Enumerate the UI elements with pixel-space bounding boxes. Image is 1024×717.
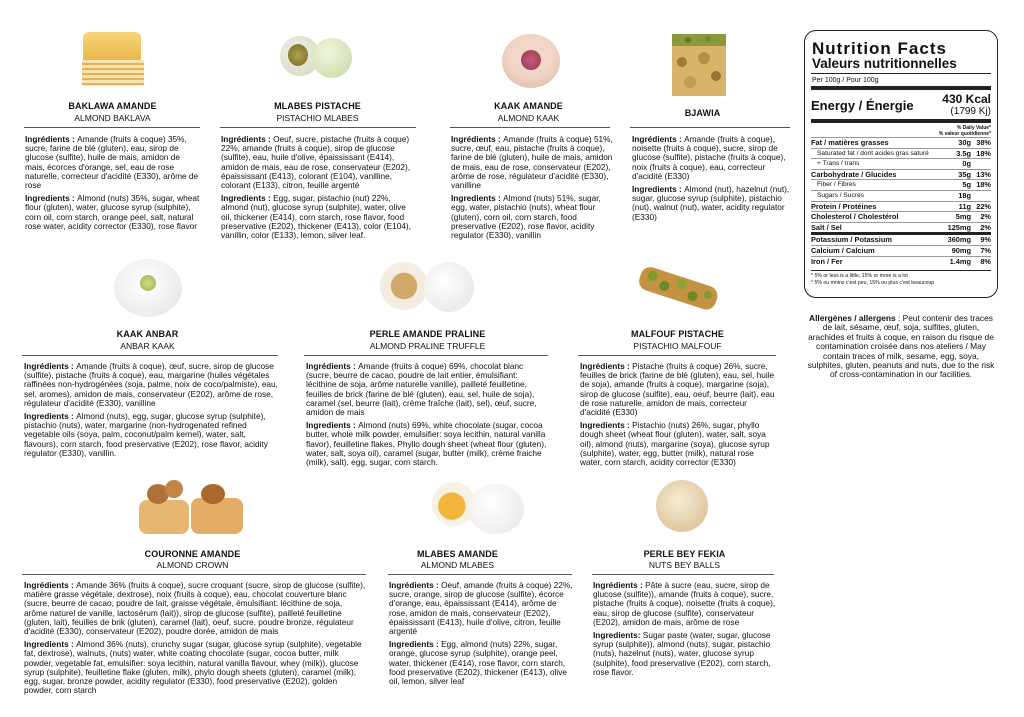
- nutrient-name: + Trans / trans: [817, 160, 860, 168]
- nutrient-percent: 7%: [980, 245, 991, 255]
- product-subtitle: PISTACHIO MLABES: [276, 113, 359, 123]
- product-title: PERLE BEY FEKIA: [643, 549, 726, 559]
- nutrient-amount: 35g: [958, 169, 971, 179]
- product-subtitle: PISTACHIO MALFOUF: [633, 341, 722, 351]
- nutrient-amount: 125mg: [947, 222, 971, 232]
- energy-label: Energy / Énergie: [811, 98, 914, 113]
- nutrient-percent: 13%: [976, 169, 991, 179]
- ingredients-block: Ingrédients : Amande (fruits à coque), noisette (fruits à coque), sucre, sirop de glucose (sulfite), pistache (fruits à coque), noix (fruits à coque), eau, correcteur d'acidité (E330) Ingredients : Almond (nut), hazelnut (nut), sugar, glucose syrup (sulphite), pistachio (nut), walnut (nut), water, acidity regulator (E330): [632, 134, 790, 222]
- nutrient-row: [811, 232, 991, 245]
- nutrient-percent: 2%: [980, 212, 991, 222]
- baklawa-image: [80, 30, 146, 90]
- nutrient-percent: 2%: [980, 222, 991, 232]
- product-title: MLABES PISTACHE: [274, 101, 361, 111]
- ingredients-block: Ingrédients : Amande (fruits à coque), œuf, sucre, sirop de glucose (sulfite), pistache (fruits à coque), eau, margarine (huiles végétales raffinées non-hydrogénées (soja, palme, noix de coco/palmiste), eau, sel, aromes), amidon de mais, conservateur (E202), arôme de rose, régulateur d'acidité (E330), vanilline Ingredients : Almond (nuts), egg, sugar, glucose syrup (sulphite), pistachio (nuts), water, margarine (non-hydrogenated refined vegetable oils (soya, palm, coconut/palm kernel), water, salt, flavours), corn starch, food preservative (E202), rose flavor, acidity regulator (E330), vanillin.: [24, 361, 278, 458]
- bjawia-image: [668, 32, 730, 100]
- ingredients-block: Ingrédients : Oeuf, amande (fruits à coque) 22%, sucre, orange, sirop de glucose (sulfite), écorce d'orange, eau, épaississant (E414), arôme de rose, amidon de mais, conservateur (E202), épaississant (E413), huile d'olive, citron, feuille argenté Ingredients : Egg, almond (nuts) 22%, sugar, orange, glucose syrup (sulphite), orange peel, water, thickener (E414), rose flavor, corn starch, food preservative (E202), thickener (E413), olive oil, lemon, silver leaf: [389, 580, 573, 687]
- nutrient-amount: 5mg: [955, 212, 971, 222]
- nutrient-amount: 11g: [958, 201, 971, 211]
- product-title: PERLE AMANDE PRALINE: [369, 329, 486, 339]
- divider: [388, 574, 572, 575]
- mlabes-amande-image: [430, 478, 528, 538]
- nutrient-name: Salt / Sel: [811, 222, 842, 232]
- nutrient-name: Fiber / Fibres: [817, 181, 856, 189]
- ingredients-block: Ingrédients : Amande (fruits à coque) 69%, chocolat blanc (sucre, beurre de cacao, poudre de lait entier, émulsifiant: lécithine de soja, arôme naturelle vanille), pailleté feuilletine, feuilles de brick (farine de blé (gluten), eau, sel, huile de soja), caramel (sel, beurre (lait), crème fraîche (lait), sel), œuf, sucre, amidon de mais Ingredients : Almond (nuts) 69%, white chocolate (sugar, cocoa butter, whole milk powder, emulsifier: soya lecithin, natural vanilla flavor), feuilletine flakes, Phyllo dough sheet (wheat flour (gluten), water, salt, soya oil), caramel (sugar, butter (milk), crème fraiche (milk), salt), egg, sugar, corn starch.: [306, 361, 547, 468]
- ingredients-block: Ingrédients : Amande (fruits à coque) 35%, sucre, farine de blé (gluten), eau, sirop de glucose (sulfite), huile de mais, amidon de mais, écorces d'orange, sel, eau de rose naturelle, correcteur d'acidité (E330), arôme de rose Ingredients : Almond (nuts) 35%, sugar, wheat flour (gluten), water, glucose syrup (sulphite), corn oil, corn starch, orange peel, salt, natural rose water, acidity corrector (E330), rose flavor: [25, 134, 200, 231]
- nutrient-name: Protein / Protéines: [811, 201, 877, 211]
- nutrient-name: Carbohydrate / Glucides: [811, 169, 897, 179]
- nutrient-name: Saturated fat / dont acides gras saturé: [817, 149, 929, 157]
- nutrient-name: Cholesterol / Cholestérol: [811, 212, 899, 222]
- nutrient-row: [811, 190, 991, 201]
- nutrient-name: Sugars / Sucres: [817, 191, 864, 199]
- malfouf-pistache-image: [630, 258, 724, 320]
- product-title: KAAK AMANDE: [494, 101, 563, 111]
- product-subtitle: ANBAR KAAK: [120, 341, 175, 351]
- nutrient-percent: 22%: [976, 201, 991, 211]
- nutrient-percent: 9%: [980, 235, 991, 245]
- ingredients-block: Ingrédients : Amande 36% (fruits à coque), sucre croquant (sucre, sirop de glucose (sulfite), matière grasse végétale, dextrose), noix (fruits à coque), eau, chocolat couverture blanc (sucre, beurre de cacao, poudre de lait, graisse végétale, émulsifiant: lécithine de soja, arôme naturel de vanille, lactosérum (lait)), sirop de glucose (sulfite), pailleté feuilletine (gluten, lait), feuilles de brik (gluten), caramel (lait), oeuf, sucre, poudre bronze, régulateur d'acidité (E330), conservateur (E202), poudre dorée, amidon de mais Ingredients : Almond 36% (nuts), crunchy sugar (sugar, glucose syrup (sulphite), vegetable fat, dextrose), walnuts, (nuts) water, white coating chocolate (sugar, cocoa butter, milk powder, vegetable fat, emulsifier: soya lecithin, natural vanilla flavour, whey (milk)), glucose syrup (sulphite), feuilletine flake (gluten, milk), phylo dough sheets (gluten), caramel (milk), egg, sugar, bronze powder, acidity regulator (E330), food preservative (E202), golden powder, corn starch: [24, 580, 366, 696]
- divider: [22, 574, 366, 575]
- nutrient-amount: 3.5g: [956, 148, 971, 158]
- nutrient-amount: 30g: [958, 138, 971, 147]
- nutrient-name: Calcium / Calcium: [811, 245, 875, 255]
- divider: [304, 355, 548, 356]
- product-subtitle: ALMOND PRALINE TRUFFLE: [369, 341, 486, 351]
- energy-kcal: 430 Kcal: [942, 92, 991, 106]
- allergens-notice: Allergènes / allergens : Peut contenir des traces de lait, sésame, œuf, soja, sulfites, gluten, arachides et fruits à coque, en raison du risque de contamination croisée dans nos ateliers / May contain traces of milk, sesame, egg, soya, sulphites, gluten, peanuts and nuts, due to the risk of cross-contamination in our facilities.: [807, 313, 995, 380]
- nutrient-row: [811, 211, 991, 222]
- kaak-amande-image: [498, 30, 566, 92]
- nutrient-row: [811, 148, 991, 159]
- nutrient-row: [811, 201, 991, 212]
- nutrient-row: [811, 179, 991, 190]
- couronne-amande-image: [137, 478, 247, 538]
- divider: [592, 574, 774, 575]
- perle-bey-fekia-image: [654, 478, 710, 534]
- nutrition-subtitle: Valeurs nutritionnelles: [812, 56, 957, 71]
- divider: [220, 127, 416, 128]
- ingredients-block: Ingrédients : Pistache (fruits à coque) 26%, sucre, feuilles de brick (farine de blé (gluten), eau, sel, huile de soja), amande (fruits à coque), margarine (soja), sirop de glucose (sulfite), eau, oeuf, beurre (lait), eau de rose naturelle, amidon de mais, correcteur d'acidité (E330) Ingredients : Pistachio (nuts) 26%, sugar, phyllo dough sheet (wheat flour (gluten), water, salt, soya oil), almond (nuts), margarine (soya), glucose syrup (sulphite), water, egg, butter (milk), natural rose water, corn starch, acidity corrector (E330): [580, 361, 775, 468]
- product-subtitle: ALMOND MLABES: [420, 560, 495, 570]
- ingredients-block: Ingrédients : Amande (fruits à coque) 51%, sucre, œuf, eau, pistache (fruits à coque), farine de blé (gluten), huile de mais, amidon de mais, eau de rose, conservateur (E202), arôme de rose, régulateur d'acidité (E330), vanilline Ingredients : Almond (nuts) 51%, sugar, egg, water, pistachio (nuts), wheat flour (gluten), corn oil, corn starch, food preservative (E202), rose flavor, acidity regulator (E330), vanillin: [451, 134, 613, 241]
- nutrient-row: [811, 245, 991, 256]
- nutrition-footnote: * 5% or less is a little, 15% or more is a lot * 5% ou moins c'est peu, 15% ou plus c'est beaucoup: [811, 270, 991, 286]
- divider: [22, 355, 278, 356]
- divider: [450, 127, 610, 128]
- nutrient-percent: [971, 159, 991, 169]
- nutrient-amount: 0g: [962, 159, 971, 169]
- product-subtitle: ALMOND CROWN: [156, 560, 229, 570]
- nutrient-amount: 18g: [958, 190, 971, 200]
- nutrient-amount: 90mg: [951, 245, 971, 255]
- nutrient-row: [811, 169, 991, 180]
- nutrient-row: [811, 256, 991, 267]
- nutrient-amount: 1.4mg: [949, 256, 971, 266]
- nutrient-percent: [971, 191, 991, 201]
- energy-kj: (1799 Kj): [950, 106, 991, 117]
- ingredients-block: Ingrédients : Oeuf, sucre, pistache (fruits à coque) 22%, amande (fruits à coque), sirop de glucose (sulfite), eau, huile d'olive, épaississant (E414), amidon de mais, eau de rose, conservateur (E202), épaississant (E413), colorant (E104), vanilline, colorant (E133), citron, feuille argenté Ingredients : Egg, sugar, pistachio (nut) 22%, almond (nut), glucose syrup (sulphite), water, olive oil, thickener (E414), corn starch, rose flavor, food preservative (E202), thickener (E413), color (E104), vanillin, color (E133), lemon, silver leaf.: [221, 134, 411, 241]
- mlabes-pistache-image: [278, 32, 358, 82]
- nutrient-name: Fat / matières grasses: [811, 138, 889, 147]
- nutrition-facts-panel: [804, 30, 998, 298]
- kaak-anbar-image: [110, 257, 186, 319]
- divider: [578, 355, 776, 356]
- nutrient-row: [811, 137, 991, 148]
- nutrient-percent: 18%: [976, 148, 991, 158]
- product-title: COURONNE AMANDE: [144, 549, 241, 559]
- nutrient-percent: 18%: [976, 180, 991, 190]
- nutrient-amount: 5g: [962, 180, 971, 190]
- divider: [630, 127, 790, 128]
- nutrient-rows: [811, 137, 991, 266]
- product-title: BAKLAWA AMANDE: [68, 101, 157, 111]
- ingredients-block: Ingrédients : Pâte à sucre (eau, sucre, sirop de glucose (sulfite)), amande (fruits à coque), sucre, pistache (fruits à coque), noisette (fruits à coque), eau, sirop de glucose (sulfite), conservateur (E202), amidon de mais, arôme de rose Ingredients: Sugar paste (water, sugar, glucose syrup (sulphite)), almond (nuts), sugar, pistachio (nuts), hazelnut (nuts), water, glucose syrup (sulphite), food preservative (E202), corn starch, rose flavor.: [593, 580, 776, 677]
- nutrient-percent: 8%: [980, 256, 991, 266]
- daily-value-header: % Daily Value* % valeur quotidienne*: [938, 125, 991, 137]
- nutrient-row: [811, 222, 991, 233]
- serving-size: Per 100g / Pour 100g: [812, 77, 879, 84]
- product-title: MLABES AMANDE: [417, 549, 498, 559]
- energy-row: [811, 92, 991, 117]
- product-subtitle: ALMOND BAKLAVA: [74, 113, 151, 123]
- nutrient-row: [811, 158, 991, 169]
- nutrient-amount: 360mg: [947, 235, 971, 245]
- nutrient-percent: 38%: [976, 138, 991, 147]
- nutrient-name: Iron / Fer: [811, 256, 843, 266]
- nutrition-title: Nutrition Facts: [812, 39, 947, 58]
- perle-amande-praline-image: [378, 258, 478, 314]
- product-title: BJAWIA: [684, 108, 721, 118]
- product-subtitle: NUTS BEY BALLS: [648, 560, 721, 570]
- nutrient-name: Potassium / Potassium: [811, 235, 892, 245]
- product-subtitle: ALMOND KAAK: [497, 113, 560, 123]
- product-title: MALFOUF PISTACHE: [631, 329, 724, 339]
- product-title: KAAK ANBAR: [116, 329, 179, 339]
- divider: [24, 127, 200, 128]
